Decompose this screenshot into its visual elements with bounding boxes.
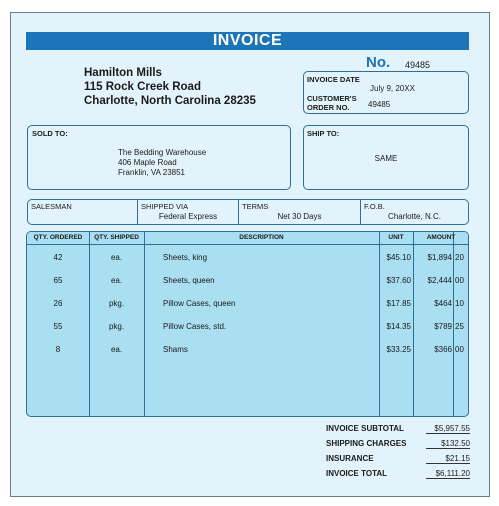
line-items-table [26, 231, 469, 417]
row-qty-ordered: 26 [53, 299, 63, 308]
row-qty-ordered: 65 [53, 276, 63, 285]
salesman-label: SALESMAN [31, 202, 72, 211]
sold-to-line: 406 Maple Road [118, 158, 177, 167]
row-description: Sheets, king [163, 253, 208, 262]
shipping-charges-value: $132.50 [426, 439, 470, 449]
invoice-date-label: INVOICE DATE [307, 75, 360, 84]
ship-to-box [303, 125, 469, 190]
customer-order-label-line1: CUSTOMER'S [307, 94, 357, 103]
invoice-total-value: $6,111.20 [426, 469, 470, 479]
terms-value: Net 30 Days [277, 212, 322, 221]
row-description: Pillow Cases, std. [163, 322, 227, 331]
row-description: Shams [163, 345, 188, 354]
row-qty-shipped: ea. [110, 345, 123, 354]
sold-to-line: The Bedding Warehouse [118, 148, 207, 157]
row-qty-ordered: 8 [55, 345, 61, 354]
row-description: Pillow Cases, queen [163, 299, 236, 308]
terms-cell [239, 200, 361, 224]
sold-to-address [118, 148, 206, 178]
customer-order-label-line2: ORDER NO. [307, 103, 350, 112]
column-divider [144, 232, 145, 416]
row-qty-shipped: pkg. [108, 322, 125, 331]
row-amount-dollars: $789 [434, 322, 452, 331]
customer-order-value: 49485 [368, 100, 391, 109]
salesman-cell [28, 200, 138, 224]
shipped-via-cell [138, 200, 239, 224]
row-unit-price: $37.60 [386, 276, 411, 285]
shipping-charges-label: SHIPPING CHARGES [326, 439, 407, 448]
row-unit-price: $45.10 [386, 253, 411, 262]
subtotal-value: $5,957.55 [426, 424, 470, 434]
sold-to-line: Franklin, VA 23851 [118, 168, 186, 177]
fob-cell [361, 200, 468, 224]
header-description: DESCRIPTION [239, 234, 284, 241]
row-amount-cents: 00 [455, 276, 464, 285]
insurance-value: $21.15 [426, 454, 470, 464]
header-qty-shipped: QTY. SHIPPED [94, 234, 139, 241]
header-unit: UNIT [388, 234, 404, 241]
row-qty-ordered: 42 [53, 253, 63, 262]
ship-to-value: SAME [374, 154, 398, 163]
seller-name: Hamilton Mills [84, 67, 162, 79]
terms-label: TERMS [242, 202, 269, 211]
seller-city: Charlotte, North Carolina 28235 [84, 95, 256, 107]
row-qty-shipped: pkg. [108, 299, 125, 308]
seller-street: 115 Rock Creek Road [84, 81, 201, 93]
row-amount-dollars: $1,894 [427, 253, 452, 262]
header-qty-ordered: QTY. ORDERED [33, 234, 83, 241]
subtotal-label: INVOICE SUBTOTAL [326, 424, 404, 433]
invoice-number-label: No. [366, 54, 391, 71]
row-amount-cents: 20 [455, 253, 464, 262]
row-amount-dollars: $2,444 [427, 276, 452, 285]
row-qty-ordered: 55 [53, 322, 63, 331]
fob-label: F.O.B. [364, 202, 385, 211]
row-amount-dollars: $366 [434, 345, 452, 354]
fob-value: Charlotte, N.C. [388, 212, 441, 221]
invoice-title: INVOICE [26, 32, 469, 50]
row-description: Sheets, queen [163, 276, 215, 285]
invoice-date-value: July 9, 20XX [370, 84, 415, 93]
header-amount: AMOUNT [426, 234, 456, 241]
row-qty-shipped: ea. [110, 253, 123, 262]
invoice-total-label: INVOICE TOTAL [326, 469, 388, 478]
seller-address [84, 66, 256, 108]
invoice-meta-box [303, 71, 469, 114]
ship-to-label: SHIP TO: [307, 129, 340, 138]
row-amount-cents: 25 [455, 322, 464, 331]
row-unit-price: $17.85 [386, 299, 411, 308]
row-unit-price: $33.25 [386, 345, 411, 354]
column-divider [453, 232, 454, 416]
row-amount-cents: 10 [455, 299, 464, 308]
row-amount-dollars: $464 [434, 299, 452, 308]
row-qty-shipped: ea. [110, 276, 123, 285]
insurance-label: INSURANCE [326, 454, 374, 463]
shipped-via-label: SHIPPED VIA [141, 202, 189, 211]
invoice-number-value: 49485 [405, 60, 431, 70]
row-amount-cents: 00 [455, 345, 464, 354]
sold-to-box [27, 125, 291, 190]
sold-to-label: SOLD TO: [32, 129, 68, 138]
row-unit-price: $14.35 [386, 322, 411, 331]
shipping-info-row [27, 199, 469, 225]
customer-order-label [307, 94, 357, 112]
shipped-via-value: Federal Express [158, 212, 218, 221]
